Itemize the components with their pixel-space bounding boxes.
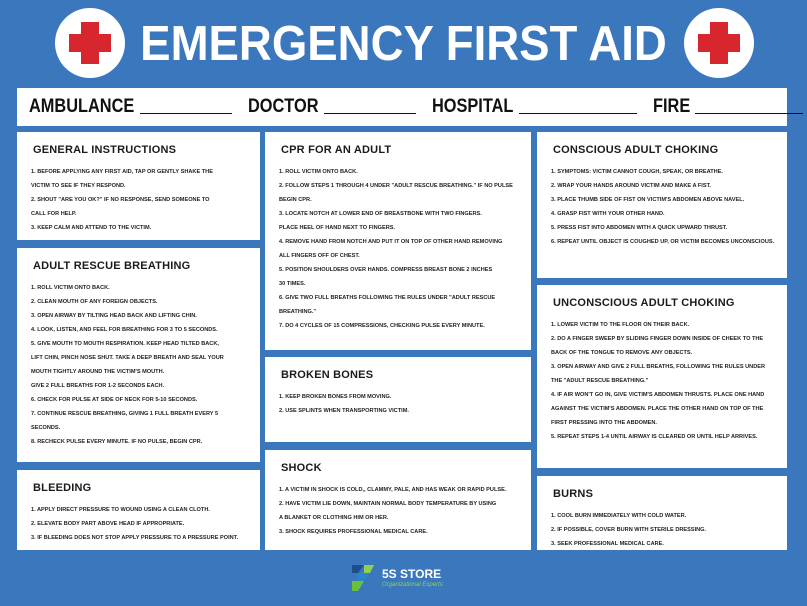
list-item: LIFT CHIN, PINCH NOSE SHUT. TAKE A DEEP BREATH AND SEAL YOUR (31, 355, 224, 361)
list-item: 3. PLACE THUMB SIDE OF FIST ON VICTIM'S ABDOMEN ABOVE NAVEL. (551, 197, 745, 203)
list-item: 2. ELEVATE BODY PART ABOVE HEAD IF APPROPRIATE. (31, 521, 185, 527)
list-item: 3. OPEN AIRWAY BY TILTING HEAD BACK AND LIFTING CHIN. (31, 313, 197, 319)
list-item: 6. GIVE TWO FULL BREATHS FOLLOWING THE RULES UNDER "ADULT RESCUE (279, 295, 496, 301)
instruction-list (549, 318, 775, 444)
list-item: FIRST PRESSING INTO THE ABDOMEN. (551, 420, 657, 426)
list-item: 1. BEFORE APPLYING ANY FIRST AID, TAP OR GENTLY SHAKE THE (31, 169, 213, 175)
list-item: VICTIM TO SEE IF THEY RESPOND. (31, 183, 126, 189)
section-title: CONSCIOUS ADULT CHOKING (553, 144, 719, 156)
list-item: 2. IF POSSIBLE, COVER BURN WITH STERILE DRESSING. (551, 527, 707, 533)
logo-tagline: Organizational Experts (382, 582, 443, 588)
list-item: 2. USE SPLINTS WHEN TRANSPORTING VICTIM. (279, 408, 409, 414)
section-title: ADULT RESCUE BREATHING (33, 260, 191, 272)
list-item: 1. LOWER VICTIM TO THE FLOOR ON THEIR BACK. (551, 322, 690, 328)
list-item: 6. CHECK FOR PULSE AT SIDE OF NECK FOR 5-10 SECONDS. (31, 397, 198, 403)
list-item: 2. WRAP YOUR HANDS AROUND VICTIM AND MAKE A FIST. (551, 183, 711, 189)
contact-fire (653, 96, 803, 118)
instruction-list (277, 165, 519, 333)
list-item: 5. REPEAT STEPS 1-4 UNTIL AIRWAY IS CLEARED OR UNTIL HELP ARRIVES. (551, 434, 758, 440)
list-item: BACK OF THE TONGUE TO REMOVE ANY OBJECTS. (551, 350, 693, 356)
brand-logo (350, 561, 460, 595)
contact-label-hospital: HOSPITAL (432, 96, 514, 117)
list-item: 2. SHOUT "ARE YOU OK?" IF NO RESPONSE, SEND SOMEONE TO (31, 197, 210, 203)
contact-ambulance (29, 96, 232, 118)
list-item: 5. POSITION SHOULDERS OVER HANDS. COMPRESS BREAST BONE 2 INCHES (279, 267, 493, 273)
list-item: ALL FINGERS OFF OF CHEST. (279, 253, 360, 259)
list-item: 4. GRASP FIST WITH YOUR OTHER HAND. (551, 211, 665, 217)
contact-label-doctor: DOCTOR (248, 96, 319, 117)
section-burns (537, 476, 787, 550)
section-title: UNCONSCIOUS ADULT CHOKING (553, 297, 735, 309)
instruction-list (277, 483, 519, 539)
section-title: BROKEN BONES (281, 369, 374, 381)
instruction-list (277, 390, 519, 418)
section-general-instructions (17, 132, 260, 240)
section-title: GENERAL INSTRUCTIONS (33, 144, 177, 156)
list-item: 1. KEEP BROKEN BONES FROM MOVING. (279, 394, 392, 400)
list-item: 7. CONTINUE RESCUE BREATHING, GIVING 1 FULL BREATH EVERY 5 (31, 411, 219, 417)
section-title: CPR FOR AN ADULT (281, 144, 392, 156)
list-item: 2. HAVE VICTIM LIE DOWN, MAINTAIN NORMAL BODY TEMPERATURE BY USING (279, 501, 497, 507)
page-title: EMERGENCY FIRST AID (140, 17, 667, 71)
contact-line-hospital[interactable] (519, 97, 637, 114)
list-item: 1. A VICTIM IN SHOCK IS COLD,, CLAMMY, PALE, AND HAS WEAK OR RAPID PULSE. (279, 487, 507, 493)
list-item: BREATHING." (279, 309, 317, 315)
emergency-contacts-strip (17, 88, 787, 126)
section-bleeding (17, 470, 260, 550)
list-item: 1. APPLY DIRECT PRESSURE TO WOUND USING A CLEAN CLOTH. (31, 507, 210, 513)
list-item: 1. ROLL VICTIM ONTO BACK. (279, 169, 358, 175)
instruction-list (549, 165, 775, 249)
section-title: BLEEDING (33, 482, 92, 494)
list-item: 3. OPEN AIRWAY AND GIVE 2 FULL BREATHS, FOLLOWING THE RULES UNDER (551, 364, 766, 370)
section-broken-bones (265, 357, 531, 442)
list-item: 3. LOCATE NOTCH AT LOWER END OF BREASTBONE WITH TWO FINGERS. (279, 211, 482, 217)
list-item: 2. FOLLOW STEPS 1 THROUGH 4 UNDER "ADULT RESCUE BREATHING." IF NO PULSE (279, 183, 513, 189)
section-title: BURNS (553, 488, 594, 500)
list-item: 2. DO A FINGER SWEEP BY SLIDING FINGER DOWN INSIDE OF CHEEK TO THE (551, 336, 764, 342)
instruction-list (29, 281, 248, 449)
list-item: 1. SYMPTOMS: VICTIM CANNOT COUGH, SPEAK, OR BREATHE. (551, 169, 723, 175)
list-item: 4. LOOK, LISTEN, AND FEEL FOR BREATHING FOR 3 TO 5 SECONDS. (31, 327, 218, 333)
section-cpr-for-an-adult (265, 132, 531, 350)
section-conscious-adult-choking (537, 132, 787, 278)
list-item: 30 TIMES. (279, 281, 306, 287)
list-item: 5. PRESS FIST INTO ABDOMEN WITH A QUICK UPWARD THRUST. (551, 225, 728, 231)
contact-doctor (248, 96, 416, 118)
list-item: PLACE HEEL OF HAND NEXT TO FINGERS. (279, 225, 396, 231)
list-item: 8. RECHECK PULSE EVERY MINUTE. IF NO PULSE, BEGIN CPR. (31, 439, 203, 445)
instruction-list (29, 503, 248, 545)
list-item: 3. IF BLEEDING DOES NOT STOP APPLY PRESSURE TO A PRESSURE POINT. (31, 535, 239, 541)
list-item: GIVE 2 FULL BREATHS FOR 1-2 SECONDS EACH. (31, 383, 165, 389)
list-item: 3. SHOCK REQUIRES PROFESSIONAL MEDICAL CARE. (279, 529, 428, 535)
list-item: 4. REMOVE HAND FROM NOTCH AND PUT IT ON TOP OF OTHER HAND REMOVING (279, 239, 503, 245)
contact-line-fire[interactable] (695, 97, 803, 114)
list-item: 1. COOL BURN IMMEDIATELY WITH COLD WATER. (551, 513, 687, 519)
list-item: 3. KEEP CALM AND ATTEND TO THE VICTIM. (31, 225, 152, 231)
section-title: SHOCK (281, 462, 322, 474)
instruction-list (549, 509, 775, 551)
contact-line-ambulance[interactable] (140, 97, 232, 114)
contact-label-ambulance: AMBULANCE (29, 96, 135, 117)
list-item: A BLANKET OR CLOTHING HIM OR HER. (279, 515, 389, 521)
section-adult-rescue-breathing (17, 248, 260, 462)
list-item: CALL FOR HELP. (31, 211, 77, 217)
contact-line-doctor[interactable] (324, 97, 416, 114)
first-aid-cross-icon-right (684, 8, 754, 78)
contact-label-fire: FIRE (653, 96, 691, 117)
section-unconscious-adult-choking (537, 285, 787, 468)
list-item: 3. SEEK PROFESSIONAL MEDICAL CARE. (551, 541, 664, 547)
list-item: THE "ADULT RESCUE BREATHING." (551, 378, 649, 384)
list-item: 5. GIVE MOUTH TO MOUTH RESPIRATION. KEEP HEAD TILTED BACK, (31, 341, 219, 347)
list-item: 1. ROLL VICTIM ONTO BACK. (31, 285, 110, 291)
list-item: 6. REPEAT UNTIL OBJECT IS COUGHED UP, OR VICTIM BECOMES UNCONSCIOUS. (551, 239, 775, 245)
logo-name: 5S STORE (382, 567, 442, 581)
5s-store-logo-icon (350, 563, 376, 593)
list-item: BEGIN CPR. (279, 197, 312, 203)
list-item: MOUTH TIGHTLY AROUND THE VICTIM'S MOUTH. (31, 369, 165, 375)
instruction-list (29, 165, 248, 235)
list-item: SECONDS. (31, 425, 61, 431)
list-item: AGAINST THE VICTIM'S ABDOMEN. PLACE THE OTHER HAND ON TOP OF THE (551, 406, 764, 412)
section-shock (265, 450, 531, 550)
list-item: 2. CLEAN MOUTH OF ANY FOREIGN OBJECTS. (31, 299, 158, 305)
contact-hospital (432, 96, 637, 118)
list-item: 7. DO 4 CYCLES OF 15 COMPRESSIONS, CHECKING PULSE EVERY MINUTE. (279, 323, 485, 329)
list-item: 4. IF AIR WON'T GO IN, GIVE VICTIM'S ABDOMEN THRUSTS. PLACE ONE HAND (551, 392, 765, 398)
